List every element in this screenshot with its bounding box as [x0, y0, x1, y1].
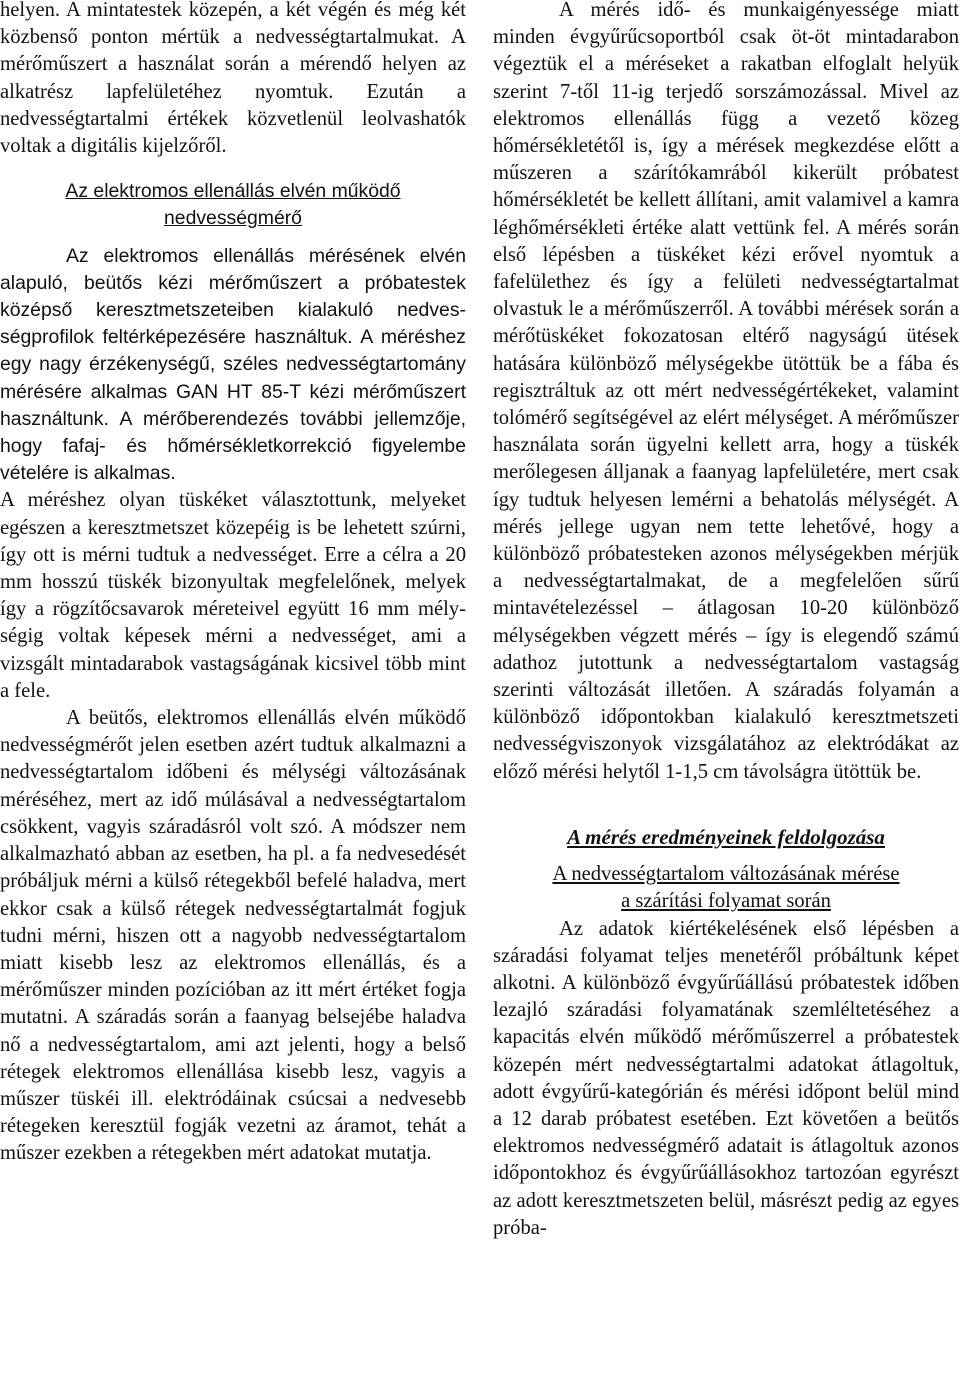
paragraph-resistance-method: Az elektromos ellenállás mérésének elvén alapuló, beütős kézi mérőműszert a próbatestek középső keresztmetszeteiben kialakuló nedvességprofilok feltérképezésére használtuk. A méréshez egy nagy érzékenységű, széles nedvességtartomány mérésére alkalmas GAN HT 85-T kézi mérőműszert használtunk. A mérőberendezés további jellemzője, hogy fafaj- és hőmérsékletkorrekció figyelembe vételére is alkalmas.: [0, 244, 466, 485]
paragraph-applicability: A beütős, elektromos ellenállás elvén működő nedvességmérőt jelen esetben azért tudtuk alkalmazni a nedvességtartalom időbeni és mélységi változásának méréséhez, mert az idő múlásával a nedvességtartalom csökkent, vagyis száradásról volt szó. A módszer nem alkalmazható abban az esetben, ha pl. a fa nedvesedését próbáljuk mérni a külső rétegekből befelé haladva, mert ekkor csak a külső rétegek nedvességtartalmát fogjuk tudni mérni, hiszen ott a nagyobb nedvességtartalom miatt kisebb lesz az elektromos ellenállás, és a mérőműszer minden pozícióban az itt mért értéket fogja mutatni. A száradás során a faanyag belsejébe haladva nő a nedvességtartalom, ami azt jelenti, hogy a belső rétegek elektromos ellenállása kisebb lesz, vagyis a műszer tüskéi ill. elektródáinak csúcsai a nedvesebb rétegeken keresztül fogják vezetni az áramot, tehát a műszer ezekben a rétegekben mért adatokat mutatja.: [0, 707, 466, 1165]
paragraph-data-evaluation: Az adatok kiértékelésének első lépésben a száradási folyamat teljes menetéről próbáltunk képet alkotni. A különböző évgyűrűállású próbatestek időben lezajló száradási folyamatának szemléltetéséhez a kapacitás elvén működő mérőműszerrel a próbatestek közepén mért nedvességtartalmi adatokat átlagoltuk, adott évgyűrű-kategórián és mérési időpont belül mind a 12 darab próbatest esetében. Ezt követően a beütős elektromos nedvességmérő adatait is átlagoltuk azonos időpontokhoz és évgyűrűállásokhoz tartozóan egyrészt az adott keresztmetszeten belül, másrészt pedig az egyes próba-: [493, 917, 959, 1239]
subheading-line-1: A nedvességtartalom változásának mérése: [552, 863, 900, 886]
subheading-moisture-change: [493, 861, 959, 915]
paragraph-spikes: A méréshez olyan tüskéket választottunk, melyeket egészen a keresztmetszet közepéig is be lehetett szúrni, így ott is mérni tudtuk a nedvességet. Erre a célra a 20 mm hosszú tüskék bizonyultak megfelelőnek, melyek így a rögzítőcsavarok méreteivel együtt 16 mm mélységig voltak képesek mérni a nedvességet, ami a vizsgált mintadarabok vastagságának kicsivel több mint a fele.: [0, 489, 466, 702]
paragraph-intro: helyen. A mintatestek közepén, a két végén és még két közbenső ponton mértük a nedvességtartalmukat. A mérőműszert a használat során a mérendő helyen az alkatrész lapfelületéhez nyomtuk. Ezután a nedvességtartalmi értékek közvetlenül leolvashatók voltak a digitális kijelzőről.: [0, 0, 466, 158]
section-heading-resistance-meter: [0, 178, 466, 232]
section-heading-line-2: nedvességmérő: [164, 207, 302, 230]
right-column: [493, 0, 959, 1242]
paragraph-measurement-procedure: A mérés idő- és munkaigényessége miatt minden évgyűrűcsoportból csak öt-öt mintadarabon végeztük el a méréseket a rakatban elfoglalt helyük szerint 7-től 11-ig terjedő sorszámozással. Mivel az elektromos ellenállás függ a vezető közeg hőmérsékletétől is, így a mérések megkezdése előtt a műszeren a szárítókamrából kikerült próbatest hőmérsékletét be kellett állítani, amit valamivel a kamra léghőmérsékleti értéke alatt vettünk fel. A mérés során első lépésben a tüskéket kézi erővel nyomtuk a fafelülethez és így a felületi nedvességtartalmat olvastuk le a mérőműszerről. A további mérések során a mérőtüskéket fokozatosan eltérő nagyságú ütések hatására különböző mélységekbe ütöttük be a fába és regisztráltuk az ott mért nedvességértékeket, valamint tolómérő segítségével az elért mélységet. A mérőműszer használata során ügyelni kellett arra, hogy a tüskék merőlegesen álljanak a faanyag lapfelületére, mert csak így tudtuk helyesen lemérni a behatolás mélységét. A mérés jellege ugyan nem tette lehetővé, hogy a különböző próbatesteken azonos mélységekben mérjük a nedvességtartalmakat, de a megfelelően sűrű mintavételezéssel – átlagosan 10-20 különböző mélységekben végzett mérés – így is elegendő számú adathoz jutottunk a nedvességtartalom vastagság szerinti változását illetően. A száradás folyamán a különböző időpontokban kialakuló keresztmetszeti nedvességviszonyok vizsgálatához az elektródákat az előző mérési helytől 1-1,5 cm távolságra ütöttük be.: [493, 0, 959, 783]
section-title-results: A mérés eredményeinek feldolgozása: [567, 824, 885, 849]
section-heading-line-1: Az elektromos ellenállás elvén működő: [65, 180, 401, 203]
subheading-line-2: a szárítási folyamat során: [621, 890, 831, 913]
left-column: [0, 0, 466, 1168]
